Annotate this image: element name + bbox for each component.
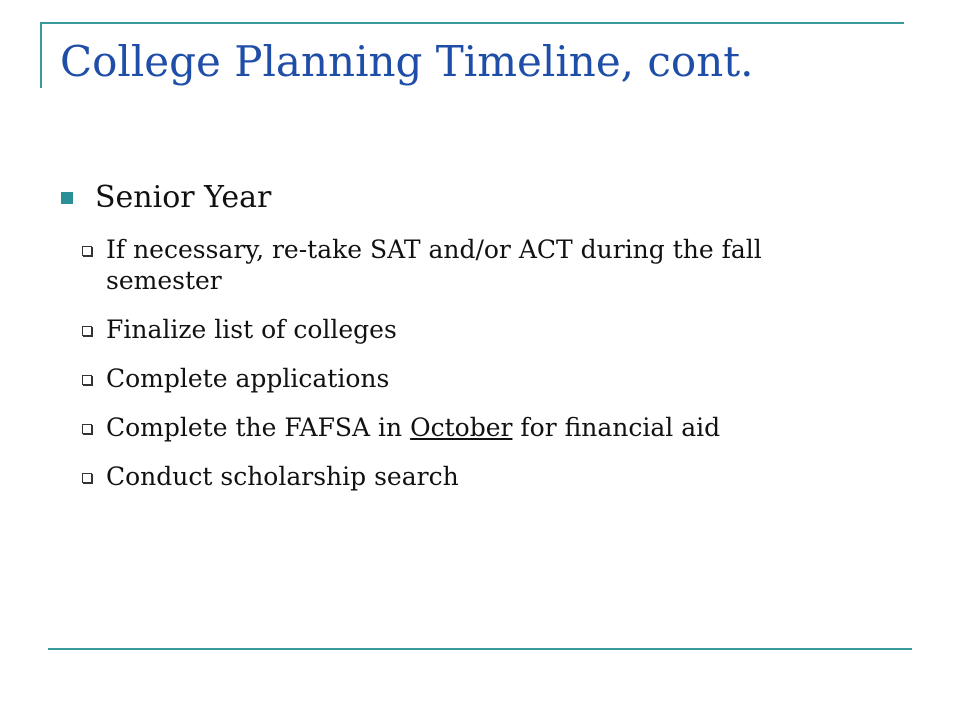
hollow-square-bullet-icon: [82, 473, 92, 483]
list-item-text: If necessary, re-take SAT and/or ACT during the fall semester: [106, 235, 762, 295]
bottom-divider-line: [48, 648, 912, 650]
list-item: [82, 363, 888, 394]
hollow-square-bullet-icon: [82, 246, 92, 256]
left-accent-line: [40, 22, 42, 88]
underlined-month: October: [410, 413, 513, 442]
hollow-square-bullet-icon: [82, 375, 92, 385]
list-item-text: Complete applications: [106, 364, 390, 393]
bullet-list: [58, 234, 888, 492]
hollow-square-bullet-icon: [82, 424, 92, 434]
text-after-underline: for financial aid: [512, 413, 721, 442]
list-item: [82, 461, 888, 492]
section-heading: Senior Year: [95, 180, 272, 215]
list-item-text: [106, 412, 846, 443]
list-item-text: Finalize list of colleges: [106, 315, 397, 344]
slide-content: [58, 180, 888, 510]
slide-title: College Planning Timeline, cont.: [60, 37, 754, 86]
hollow-square-bullet-icon: [82, 326, 92, 336]
list-item-text: Conduct scholarship search: [106, 462, 459, 491]
filled-square-bullet-icon: [61, 192, 73, 204]
list-item: [82, 412, 888, 443]
list-item: [82, 234, 888, 296]
top-divider-line: [40, 22, 904, 24]
text-before-underline: Complete the FAFSA in: [106, 413, 411, 442]
section-heading-row: [58, 180, 888, 216]
list-item: [82, 314, 888, 345]
